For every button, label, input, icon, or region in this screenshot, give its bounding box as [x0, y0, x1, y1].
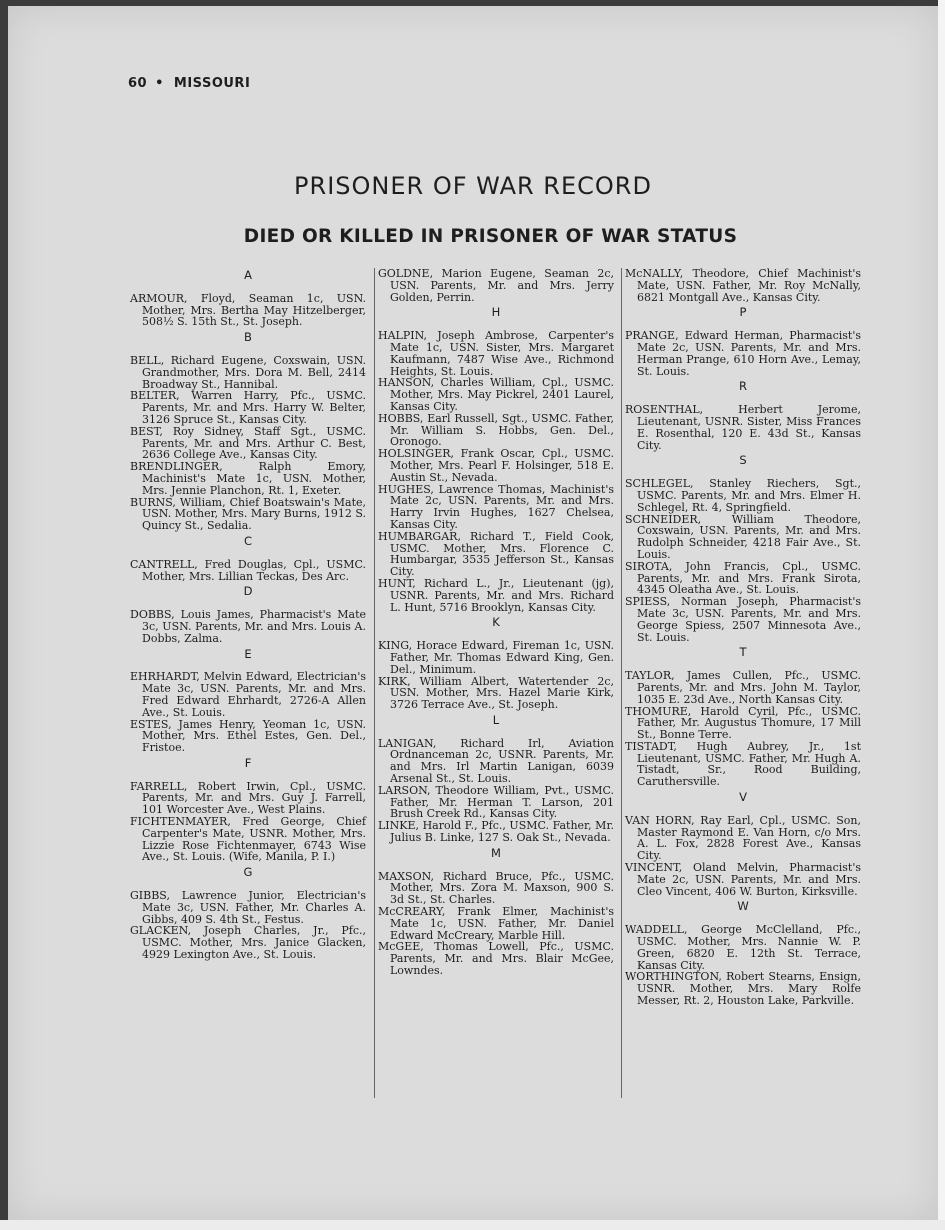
header-bullet: • — [155, 76, 164, 91]
casualty-entry: LANIGAN, Richard Irl, Aviation Ordnanceman 2c, USNR. Parents, Mr. and Mrs. Irl Martin Lanigan, 6039 Arsenal St., St. Louis. — [378, 736, 614, 786]
casualty-entry: GIBBS, Lawrence Junior, Electrician's Mate 3c, USN. Father, Mr. Charles A. Gibbs, 409 S. 4th St., Festus. — [130, 889, 366, 926]
casualty-entry: DOBBS, Louis James, Pharmacist's Mate 3c, USN. Parents, Mr. and Mrs. Louis A. Dobbs, Zalma. — [130, 608, 366, 645]
section-letter: B — [244, 330, 252, 345]
casualty-entry: WORTHINGTON, Robert Stearns, Ensign, USNR. Mother, Mrs. Mary Rolfe Messer, Rt. 2, Houston Lake, Parkville. — [625, 970, 861, 1008]
section-letter: A — [244, 268, 252, 282]
column-divider — [374, 268, 375, 1098]
casualty-entry: HANSON, Charles William, Cpl., USMC. Mother, Mrs. May Pickrel, 2401 Laurel, Kansas City. — [378, 376, 614, 413]
casualty-entry: GLACKEN, Joseph Charles, Jr., Pfc., USMC. Mother, Mrs. Janice Glacken, 4929 Lexington Ave., St. Louis. — [130, 924, 366, 962]
section-letter: S — [739, 453, 747, 468]
section-letter: M — [491, 845, 501, 860]
casualty-entry: McGEE, Thomas Lowell, Pfc., USMC. Parents, Mr. and Mrs. Blair McGee, Lowndes. — [378, 940, 614, 978]
casualty-entry: SCHNEIDER, William Theodore, Coxswain, USN. Parents, Mr. and Mrs. Rudolph Schneider, 4218 Fair Ave., St. Louis. — [625, 512, 861, 561]
section-letter: L — [492, 712, 500, 727]
page-number: 60 — [128, 76, 148, 91]
running-head — [128, 76, 250, 91]
section-letter: V — [739, 790, 747, 805]
section-letter: P — [739, 305, 747, 320]
casualty-entry: HUMBARGAR, Richard T., Field Cook, USMC. Mother, Mrs. Florence C. Humbargar, 3535 Jefferson St., Kansas City. — [378, 529, 614, 579]
column-1 — [130, 268, 366, 961]
casualty-entry: BEST, Roy Sidney, Staff Sgt., USMC. Parents, Mr. and Mrs. Arthur C. Best, 2636 College Ave., Kansas City. — [130, 424, 366, 462]
casualty-entry: SCHLEGEL, Stanley Riechers, Sgt., USMC. Parents, Mr. and Mrs. Elmer H. Schlegel, Rt. 4, Springfield. — [625, 477, 861, 514]
casualty-entry: HUNT, Richard L., Jr., Lieutenant (jg), USNR. Parents, Mr. and Mrs. Richard L. Hunt, 5716 Brooklyn, Kansas City. — [378, 576, 614, 614]
document-page — [8, 6, 938, 1220]
casualty-entry: THOMURE, Harold Cyril, Pfc., USMC. Father, Mr. Augustus Thomure, 17 Mill St., Bonne Terre. — [625, 704, 861, 742]
casualty-entry: SIROTA, John Francis, Cpl., USMC. Parents, Mr. and Mrs. Frank Sirota, 4345 Oleatha Ave., St. Louis. — [625, 559, 861, 597]
casualty-entry: BRENDLINGER, Ralph Emory, Machinist's Mate 1c, USN. Mother, Mrs. Jennie Planchon, Rt. 1, Exeter. — [130, 460, 366, 497]
casualty-entry: VINCENT, Oland Melvin, Pharmacist's Mate 2c, USN. Parents, Mr. and Mrs. Cleo Vincent, 406 W. Burton, Kirksville. — [625, 861, 861, 898]
section-letter: D — [243, 584, 253, 599]
section-letter: F — [244, 755, 252, 770]
casualty-entry: MAXSON, Richard Bruce, Pfc., USMC. Mother, Mrs. Zora M. Maxson, 900 S. 3d St., St. Charles. — [378, 869, 614, 907]
section-letter: K — [492, 615, 500, 630]
casualty-entry: HALPIN, Joseph Ambrose, Carpenter's Mate 1c, USN. Sister, Mrs. Margaret Kaufmann, 7487 Wise Ave., Richmond Heights, St. Louis. — [378, 329, 614, 378]
casualty-entry: GOLDNE, Marion Eugene, Seaman 2c, USN. Parents, Mr. and Mrs. Jerry Golden, Perrin. — [378, 267, 614, 304]
page-edge-bottom — [0, 1220, 945, 1230]
section-letter: E — [244, 646, 252, 661]
casualty-entry: PRANGE, Edward Herman, Pharmacist's Mate 2c, USN. Parents, Mr. and Mrs. Herman Prange, 610 Horn Ave., Lemay, St. Louis. — [625, 329, 861, 378]
section-letter: R — [739, 379, 747, 394]
casualty-entry: HUGHES, Lawrence Thomas, Machinist's Mate 2c, USN. Parents, Mr. and Mrs. Harry Irvin Hughes, 1627 Chelsea, Kansas City. — [378, 482, 614, 531]
section-letter: T — [739, 645, 747, 660]
column-2 — [378, 268, 614, 977]
casualty-entry: HOLSINGER, Frank Oscar, Cpl., USMC. Mother, Mrs. Pearl F. Holsinger, 518 E. Austin St., Nevada. — [378, 447, 614, 484]
page-title: PRISONER OF WAR RECORD — [294, 172, 652, 200]
section-letter: W — [737, 899, 749, 914]
casualty-entry: BURNS, William, Chief Boatswain's Mate, USN. Mother, Mrs. Mary Burns, 1912 S. Quincy St., Sedalia. — [130, 495, 366, 533]
casualty-entry: TAYLOR, James Cullen, Pfc., USMC. Parents, Mr. and Mrs. John M. Taylor, 1035 E. 23d Ave., North Kansas City. — [625, 669, 861, 706]
casualty-entry: BELTER, Warren Harry, Pfc., USMC. Parents, Mr. and Mrs. Harry W. Belter, 3126 Spruce St., Kansas City. — [130, 389, 366, 426]
section-letter: C — [243, 533, 253, 548]
casualty-entry: CANTRELL, Fred Douglas, Cpl., USMC. Mother, Mrs. Lillian Teckas, Des Arc. — [130, 557, 366, 583]
casualty-entry: WADDELL, George McClelland, Pfc., USMC. Mother, Mrs. Nannie W. P. Green, 6820 E. 12th St. Terrace, Kansas City. — [625, 923, 861, 972]
casualty-entry: ROSENTHAL, Herbert Jerome, Lieutenant, USNR. Sister, Miss Frances E. Rosenthal, 120 E. 43d St., Kansas City. — [625, 403, 861, 452]
column-3 — [625, 268, 861, 1007]
casualty-entry: McCREARY, Frank Elmer, Machinist's Mate 1c, USN. Father, Mr. Daniel Edward McCreary, Marble Hill. — [378, 905, 614, 942]
section-letter: H — [491, 305, 501, 320]
casualty-entry: TISTADT, Hugh Aubrey, Jr., 1st Lieutenant, USMC. Father, Mr. Hugh A. Tistadt, Sr., Rood Building, Caruthersville. — [625, 739, 861, 789]
column-divider — [621, 268, 622, 1098]
casualty-entry: LINKE, Harold F., Pfc., USMC. Father, Mr. Julius B. Linke, 127 S. Oak St., Nevada. — [378, 819, 614, 845]
casualty-entry: ESTES, James Henry, Yeoman 1c, USN. Mother, Mrs. Ethel Estes, Gen. Del., Fristoe. — [130, 717, 366, 755]
state-name: MISSOURI — [173, 76, 251, 91]
casualty-entry: McNALLY, Theodore, Chief Machinist's Mate, USN. Father, Mr. Roy McNally, 6821 Montgall Ave., Kansas City. — [625, 267, 861, 304]
casualty-entry: FICHTENMAYER, Fred George, Chief Carpenter's Mate, USNR. Mother, Mrs. Lizzie Rose Fichtenmayer, 6743 Wise Ave., St. Louis. (Wife, Manila, P. I.) — [130, 815, 366, 864]
casualty-entry: EHRHARDT, Melvin Edward, Electrician's Mate 3c, USN. Parents, Mr. and Mrs. Fred Edward Ehrhardt, 2726-A Allen Ave., St. Louis. — [130, 670, 366, 719]
section-letter: G — [243, 865, 253, 880]
page-edge-right — [938, 0, 945, 1230]
casualty-entry: VAN HORN, Ray Earl, Cpl., USMC. Son, Master Raymond E. Van Horn, c/o Mrs. A. L. Fox, 2828 Forest Ave., Kansas City. — [625, 813, 861, 863]
casualty-entry: BELL, Richard Eugene, Coxswain, USN. Grandmother, Mrs. Dora M. Bell, 2414 Broadway St., Hannibal. — [130, 353, 366, 391]
casualty-entry: LARSON, Theodore William, Pvt., USMC. Father, Mr. Herman T. Larson, 201 Brush Creek Rd., Kansas City. — [378, 783, 614, 821]
casualty-entry: ARMOUR, Floyd, Seaman 1c, USN. Mother, Mrs. Bertha May Hitzelberger, 508½ S. 15th St., St. Joseph. — [130, 291, 366, 329]
page-subtitle: DIED OR KILLED IN PRISONER OF WAR STATUS — [243, 226, 738, 247]
casualty-entry: FARRELL, Robert Irwin, Cpl., USMC. Parents, Mr. and Mrs. Guy J. Farrell, 101 Worcester Ave., West Plains. — [130, 779, 366, 817]
casualty-entry: SPIESS, Norman Joseph, Pharmacist's Mate 3c, USN. Parents, Mr. and Mrs. George Spiess, 2507 Minnesota Ave., St. Louis. — [625, 595, 861, 644]
casualty-entry: HOBBS, Earl Russell, Sgt., USMC. Father, Mr. William S. Hobbs, Gen. Del., Oronogo. — [378, 411, 614, 449]
casualty-entry: KING, Horace Edward, Fireman 1c, USN. Father, Mr. Thomas Edward King, Gen. Del., Minimum. — [378, 639, 614, 676]
casualty-entry: KIRK, William Albert, Watertender 2c, USN. Mother, Mrs. Hazel Marie Kirk, 3726 Terrace Ave., St. Joseph. — [378, 674, 614, 712]
